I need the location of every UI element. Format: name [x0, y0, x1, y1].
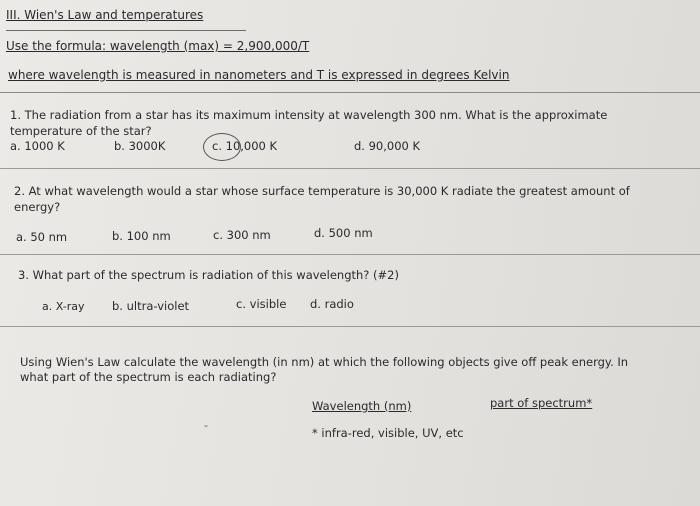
dash-mark: - — [204, 419, 208, 432]
q1-question-line2: temperature of the star? — [10, 124, 152, 138]
q3-option-d: d. radio — [310, 297, 354, 311]
title-rule — [6, 30, 246, 31]
q2-divider — [0, 254, 700, 255]
q3-divider — [0, 326, 700, 327]
q2-option-c: c. 300 nm — [213, 228, 271, 242]
q3-option-c: c. visible — [236, 297, 287, 311]
q1-option-c: c. 10,000 K — [212, 139, 278, 153]
q2-question-line1: 2. At what wavelength would a star whose surface temperature is 30,000 K radiate the greatest amount of — [14, 184, 630, 198]
q1-option-d: d. 90,000 K — [354, 139, 421, 153]
units-note: where wavelength is measured in nanometers and T is expressed in degrees Kelvin — [8, 68, 510, 82]
q1-option-b: b. 3000K — [114, 139, 166, 153]
answer-circle-mark — [203, 133, 241, 161]
col-spectrum-header: part of spectrum* — [490, 396, 593, 410]
q2-option-b: b. 100 nm — [112, 229, 171, 243]
s4-instruction-line1: Using Wien's Law calculate the wavelength (in nm) at which the following objects give off peak energy. In — [20, 355, 629, 369]
q1-option-a: a. 1000 K — [10, 139, 65, 153]
q1-question-line1: 1. The radiation from a star has its maximum intensity at wavelength 300 nm. What is the approximate — [10, 108, 608, 122]
q3-option-a: a. X-ray — [42, 300, 85, 313]
section-title: III. Wien's Law and temperatures — [6, 8, 204, 22]
col-wavelength-header: Wavelength (nm) — [312, 399, 412, 413]
q2-option-d: d. 500 nm — [314, 226, 373, 240]
formula-line: Use the formula: wavelength (max) = 2,900,000/T — [6, 39, 310, 53]
spectrum-footnote: * infra-red, visible, UV, etc — [312, 426, 464, 440]
section-divider — [0, 92, 700, 93]
q1-divider — [0, 168, 700, 169]
q3-question: 3. What part of the spectrum is radiation of this wavelength? (#2) — [18, 268, 399, 282]
q2-question-line2: energy? — [14, 200, 61, 214]
s4-instruction-line2: what part of the spectrum is each radiating? — [20, 370, 277, 384]
q2-option-a: a. 50 nm — [16, 230, 68, 244]
q3-option-b: b. ultra-violet — [112, 299, 190, 313]
